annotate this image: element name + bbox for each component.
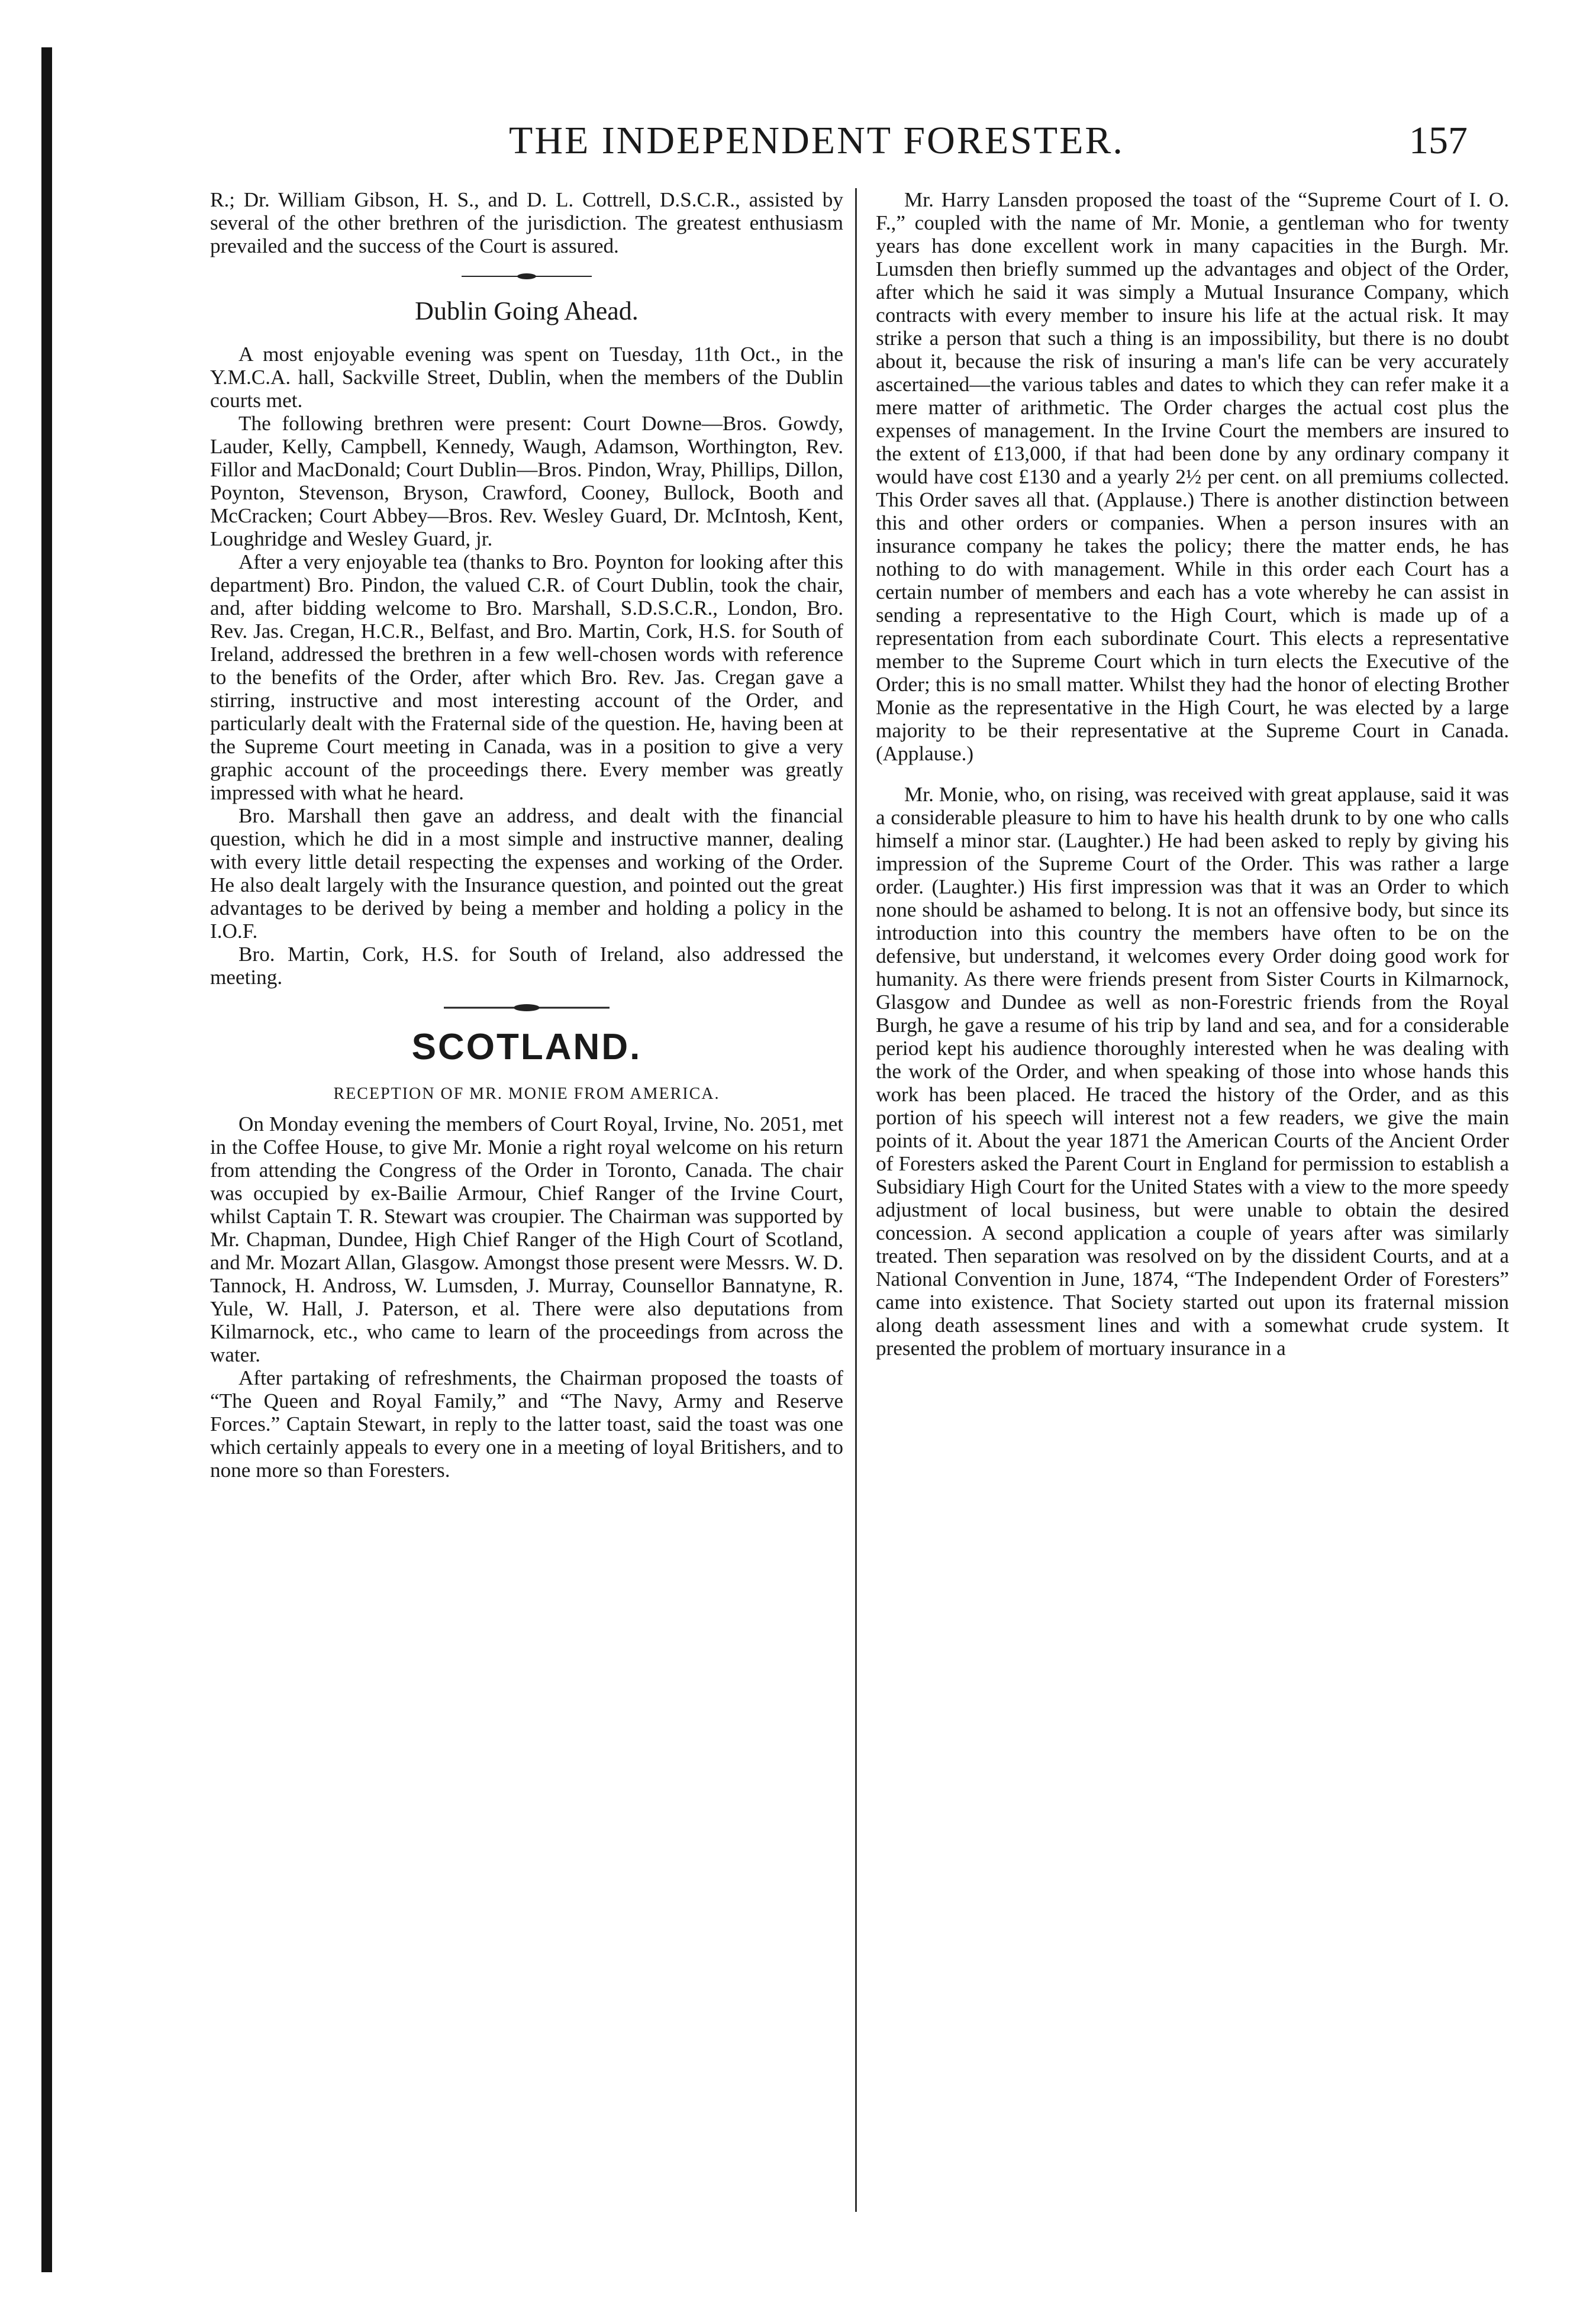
scotland-paragraph-1: On Monday evening the members of Court Royal, Irvine, No. 2051, met in the Coffee House, to give Mr. Monie a right royal welcome on his return from attending the Congress of the Order in Toronto, Canada. The chair was occupied by ex-Bailie Armour, Chief Ranger of the Irvine Court, whilst Captain T. R. Stewart was croupier. The Chairman was supported by Mr. Chapman, Dundee, High Chief Ranger of the High Court of Scotland, and Mr. Mozart Allan, Glasgow. Amongst those present were Messrs. W. D. Tannock, H. Andross, W. Lumsden, J. Murray, Counsellor Bannatyne, R. Yule, W. Hall, J. Paterson, et al. There were also deputations from Kilmarnock, etc., who came to learn of the proceedings from across the water. xyxy=(210,1112,843,1366)
subsection-title-reception: RECEPTION OF MR. MONIE FROM AMERICA. xyxy=(333,1085,720,1103)
running-head: THE INDEPENDENT FORESTER. xyxy=(509,119,1124,162)
page-header xyxy=(178,118,1468,172)
scotland-paragraph-2: After partaking of refreshments, the Chairman proposed the toasts of “The Queen and Royal Family,” and “The Navy, Army and Reserve Forces.” Captain Stewart, in reply to the latter toast, said the toast was one which certainly appeals to every one in a meeting of loyal Britishers, and to none more so than Foresters. xyxy=(210,1366,843,1482)
intro-paragraph: R.; Dr. William Gibson, H. S., and D. L. Cottrell, D.S.C.R., assisted by several of the other brethren of the jurisdiction. The greatest enthusiasm prevailed and the success of the Court is assured. xyxy=(210,188,843,257)
section-ornament xyxy=(450,272,604,281)
section-ornament xyxy=(438,1003,615,1012)
dublin-paragraph-1: A most enjoyable evening was spent on Tuesday, 11th Oct., in the Y.M.C.A. hall, Sackville Street, Dublin, when the members of the Dublin courts met. xyxy=(210,343,843,412)
section-title-dublin: Dublin Going Ahead. xyxy=(415,296,639,325)
dublin-paragraph-4: Bro. Marshall then gave an address, and dealt with the financial question, which he did in a most simple and instructive manner, dealing with every little detail respecting the expenses and working of the Order. He also dealt largely with the Insurance question, and pointed out the great advantages to be derived by being a member and holding a policy in the I.O.F. xyxy=(210,804,843,943)
section-title-scotland: SCOTLAND. xyxy=(411,1027,642,1067)
right-column xyxy=(876,188,1509,1360)
left-column xyxy=(210,188,843,1482)
right-paragraph-1: Mr. Harry Lansden proposed the toast of the “Supreme Court of I. O. F.,” coupled with the name of Mr. Monie, a gentleman who for twenty years has done excellent work in many capacities in the Burgh. Mr. Lumsden then briefly summed up the advantages and object of the Order, after which he said it was simply a Mutual Insurance Company, which contracts with every member to insure his life at the actual risk. It may strike a person that such a thing is an impossibility, but there is no doubt about it, because the risk of insuring a man's life can be very accurately ascertained—the various tables and dates to which they can refer make it a mere matter of arithmetic. The Order charges the actual cost plus the expenses of management. In the Irvine Court the members are insured to the extent of £13,000, if that had been done by any ordinary company it would have cost £130 and a yearly 2½ per cent. on all premiums collected. This Order saves all that. (Applause.) There is another distinction between this and other orders or companies. When a person insures with an insurance company he takes the policy; there the matter ends, he has nothing to do with management. While in this order each Court has a certain number of members and each has a vote whereby he can assist in sending a representative to the High Court, which is made up of a representation from each subordinate Court. This elects a representative member to the Supreme Court which in turn elects the Executive of the Order; this is no small matter. Whilst they had the honor of electing Brother Monie as the representative in the High Court, he was elected by a large majority to be their representative at the Supreme Court in Canada. (Applause.) xyxy=(876,188,1509,765)
dublin-paragraph-2: The following brethren were present: Court Downe—Bros. Gowdy, Lauder, Kelly, Campbell, Kennedy, Waugh, Adamson, Worthington, Rev. Fillor and MacDonald; Court Dublin—Bros. Pindon, Wray, Phillips, Dillon, Poynton, Stevenson, Bryson, Crawford, Cooney, Bullock, Booth and McCracken; Court Abbey—Bros. Rev. Wesley Guard, Dr. McIntosh, Kent, Loughridge and Wesley Guard, jr. xyxy=(210,412,843,550)
dublin-paragraph-5: Bro. Martin, Cork, H.S. for South of Ireland, also addressed the meeting. xyxy=(210,943,843,989)
dublin-paragraph-3: After a very enjoyable tea (thanks to Bro. Poynton for looking after this department) Bro. Pindon, the valued C.R. of Court Dublin, took the chair, and, after bidding welcome to Bro. Marshall, S.D.S.C.R., London, Bro. Rev. Jas. Cregan, H.C.R., Belfast, and Bro. Martin, Cork, H.S. for South of Ireland, addressed the brethren in a few well-chosen words with reference to the benefits of the Order, after which Bro. Rev. Jas. Cregan gave a stirring, instructive and most interesting account of the Order, and particularly dealt with the Fraternal side of the question. He, having been at the Supreme Court meeting in Canada, was in a position to give a very graphic account of the proceedings there. Every member was greatly impressed with what he heard. xyxy=(210,550,843,804)
page-edge-rule xyxy=(41,47,52,2272)
right-paragraph-2: Mr. Monie, who, on rising, was received with great applause, said it was a considerable pleasure to him to have his health drunk to by one who calls himself a minor star. (Laughter.) He had been asked to reply by giving his impression of the Supreme Court of the Order. This was rather a large order. (Laughter.) His first impression was that it was an Order to which none should be ashamed to belong. It is not an offensive body, but since its introduction into this country the members have often to be on the defensive, but understand, it welcomes every Order doing good work for humanity. As there were friends present from Sister Courts in Kilmarnock, Glasgow and Dundee as well as non-Forestric friends from the Royal Burgh, he gave a resume of his trip by land and sea, and for a considerable period kept his audience thoroughly interested when he was dealing with the work of the Order, and when speaking of those into whose hands this work has been placed. He traced the history of the Order, and as this portion of his speech will interest not a few readers, we give the main points of it. About the year 1871 the American Courts of the Ancient Order of Foresters asked the Parent Court in England for permission to establish a Subsidiary High Court for the United States with a view to the more speedy adjustment of local business, but were unable to obtain the desired concession. A second application a couple of years after was similarly treated. Then separation was resolved on by the dissident Courts, and at a National Convention in June, 1874, “The Independent Order of Foresters” came into existence. That Society started out upon its fraternal mission along death assessment lines and with a somewhat crude system. It presented the problem of mortuary insurance in a xyxy=(876,783,1509,1360)
column-divider xyxy=(855,188,857,2212)
page-number: 157 xyxy=(1409,119,1468,162)
